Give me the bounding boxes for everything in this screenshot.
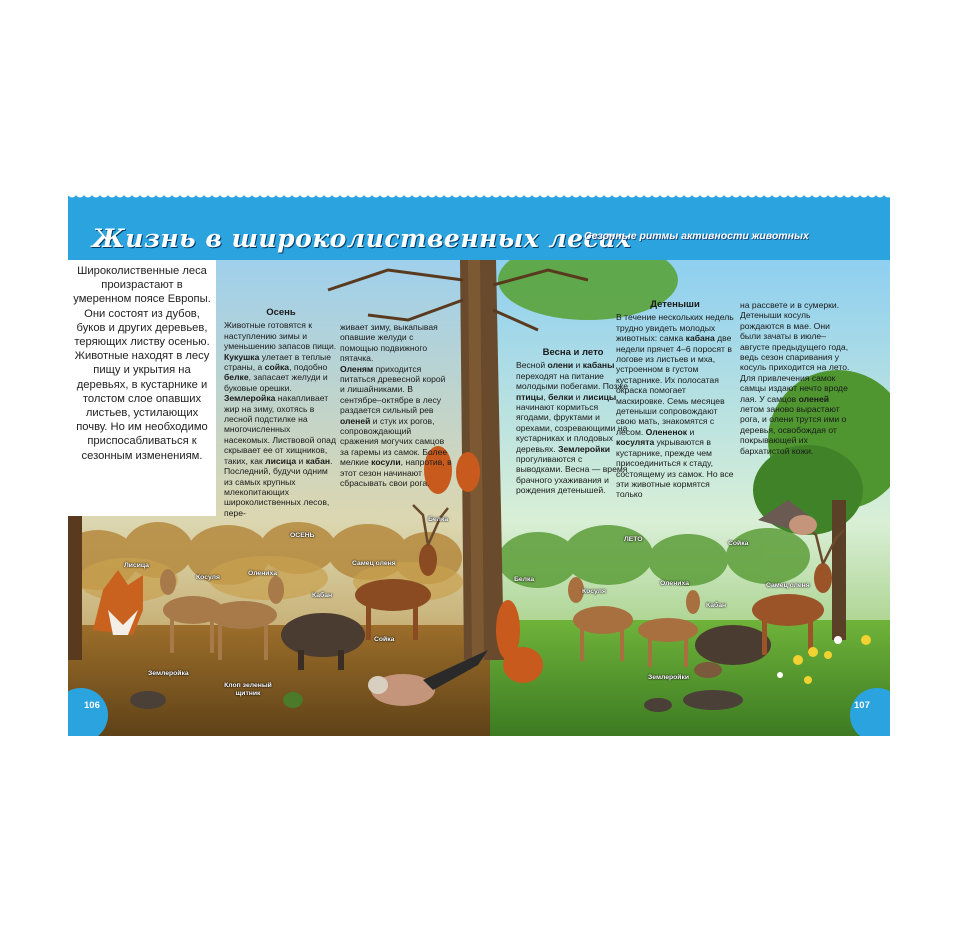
spring-heading: Весна и лето [542, 347, 604, 358]
scalloped-edge [68, 194, 890, 214]
label-squirrel-right: Белка [514, 576, 535, 583]
bold-term: косулята [616, 437, 655, 448]
label-shrew-left: Землеройка [148, 670, 189, 677]
page-number-left: 106 [84, 700, 100, 711]
label-fox: Лисица [124, 562, 149, 569]
bold-term: лисица [265, 455, 297, 466]
book-spread [68, 194, 890, 736]
label-squirrel-tree: Белка [428, 516, 449, 523]
bold-term: сойка [264, 362, 290, 373]
autumn-column-2 [340, 322, 452, 489]
young-column-1 [616, 300, 734, 500]
bold-term: кабана [685, 333, 715, 344]
label-roe-left: Косуля [196, 574, 220, 581]
label-shrew-right: Землеройки [648, 674, 690, 681]
label-boar-left: Кабан [312, 592, 333, 599]
label-stag-right: Самец оленя [766, 582, 810, 589]
page-number-right: 107 [854, 700, 870, 711]
bold-term: белки [548, 391, 574, 402]
young-column-2 [740, 300, 852, 456]
autumn-text-2: живает зиму, выкапывая опавшие желуди с помощью подвижного пятачка. Оленям приходится питаться древесной корой и лишайниками. В сентябре–октябре в лесу раздается сильный рев оленей и стук их рогов, сопровождающий сражения могучих самцов за гаремы из самок. Более мелкие косули, напротив, в этот сезон начинают сбрасывать свои рога. [340, 322, 452, 489]
intro-box [68, 260, 216, 516]
young-text-1: В течение нескольких недель трудно увидеть молодых животных: самка кабана две недели прячет 4–6 поросят в логове из листьев и мха, устроенном в густом кустарнике. Их полосатая окраска помогает маскировке. Семь месяцев детеныши сопровождают свою мать, знакомятся с лесом. Олененок и косулята укрываются в кустарнике, прежде чем присоединиться к стаду, состоящему из самок. Но все эти животные кормятся только [616, 312, 734, 500]
young-heading: Детеныши [650, 299, 700, 310]
page-subtitle: Сезонные ритмы активности животных [584, 230, 809, 242]
bold-term: Кукушка [224, 351, 260, 362]
label-season-summer: ЛЕТО [624, 536, 643, 543]
label-jay-left: Сойка [374, 636, 395, 643]
label-jay-right: Сойка [728, 540, 749, 547]
intro-text: Широколиственные леса произрастают в умеренном поясе Европы. Они состоят из дубов, буков и других деревьев, теряющих листву осенью. Животные находят в лесу пищу и укрытия на деревьях, в кустарнике и толстом слое опавших листьев, устилающих почву. Но им необходимо приспосабливаться к сезонным изменениям. [73, 265, 211, 462]
bold-term: Оленям [340, 363, 374, 374]
spring-text: Весной олени и кабаны переходят на питание молодыми побегами. Позже птицы, белки и лисицы начинают кормиться ягодами, фруктами и орехами, созревающими на кустарниках и плодовых деревьях. Землеройки прогуливаются с выводками. Весна — время брачного ухаживания и рождения детенышей. [516, 360, 629, 496]
autumn-heading: Осень [266, 307, 296, 318]
label-fawn-right: Олениха [660, 580, 690, 587]
spring-column [516, 348, 630, 496]
bold-term: Олененок [645, 426, 688, 437]
bold-term: олени [547, 360, 574, 371]
bold-term: оленей [798, 393, 830, 404]
bold-term: белке [224, 372, 249, 383]
young-text-2: на рассвете и в сумерки. Детеныши косуль рождаются в мае. Они были зачаты в июле–августе предыдущего года, ведь сезон спаривания у косуль приходится на лето. Для привлечения самок самцы издают нечто вроде лая. У самцов оленей летом заново вырастают рога, и олени трутся ими о деревья, освобождая от покрывающей их бархатистой кожи. [740, 300, 850, 456]
label-boar-right: Кабан [706, 602, 727, 609]
label-season-autumn: ОСЕНЬ [290, 532, 315, 539]
label-stag-left: Самец оленя [352, 560, 396, 567]
bold-term: кабан [305, 455, 331, 466]
bold-term: Землеройка [224, 393, 276, 404]
page-title: Жизнь в широколиственных лесах [92, 224, 632, 253]
bold-term: птицы [516, 391, 544, 402]
label-roe-right: Косуля [582, 588, 606, 595]
bold-term: оленей [340, 415, 371, 426]
label-bug: Клоп зеленый щитник [224, 682, 272, 697]
autumn-text-1: Животные готовятся к наступлению зимы и уменьшению запасов пищи. Кукушка улетает в теплые страны, а сойка, подобно белке, запасает желуди и буковые орешки. Землеройка накапливает жир на зиму, охотясь в лесной подстилке на многочисленных насекомых. Листвовой опад скрывает ее от хищников, таких, как лисица и кабан. Последний, будучи одним из самых крупных млекопитающих широколиственных лесов, пере- [224, 320, 337, 518]
autumn-column-1 [224, 308, 338, 518]
bold-term: Землеройки [558, 443, 611, 454]
bold-term: косули [371, 457, 401, 468]
label-fawn-left: Олениха [248, 570, 278, 577]
bold-term: кабаны [582, 360, 615, 371]
bold-term: лисицы [582, 391, 617, 402]
